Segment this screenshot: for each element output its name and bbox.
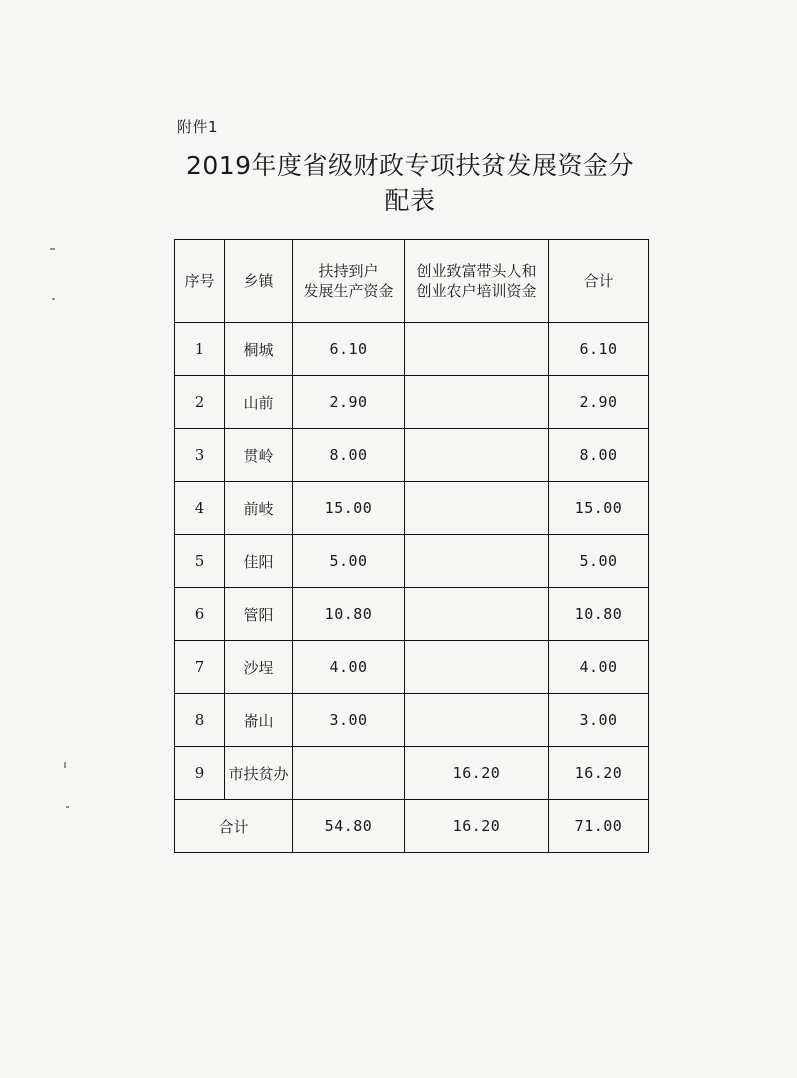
cell-household-production-fund: 2.90 [293,376,405,429]
cell-household-production-fund: 6.10 [293,323,405,376]
table-header-row [175,240,649,323]
cell-town: 贯岭 [225,429,293,482]
table-row [175,588,649,641]
cell-household-production-fund: 8.00 [293,429,405,482]
cell-seq: 1 [175,323,225,376]
table-row [175,694,649,747]
cell-total: 4.00 [549,641,649,694]
cell-entrepreneur-training-fund: 16.20 [405,747,549,800]
scan-speck [52,298,55,300]
cell-seq: 8 [175,694,225,747]
cell-total: 16.20 [549,747,649,800]
cell-seq: 4 [175,482,225,535]
cell-entrepreneur-training-fund [405,535,549,588]
cell-total: 2.90 [549,376,649,429]
cell-town: 管阳 [225,588,293,641]
table-row [175,323,649,376]
cell-total: 6.10 [549,323,649,376]
header-seq: 序号 [175,240,225,323]
fund-allocation-table [174,239,649,853]
summary-entrepreneur-training-fund: 16.20 [405,800,549,853]
table-row [175,376,649,429]
cell-total: 3.00 [549,694,649,747]
cell-seq: 5 [175,535,225,588]
header-entrepreneur-training-fund: 创业致富带头人和 创业农户培训资金 [405,240,549,323]
cell-entrepreneur-training-fund [405,694,549,747]
cell-seq: 7 [175,641,225,694]
cell-household-production-fund [293,747,405,800]
cell-seq: 3 [175,429,225,482]
scan-speck [64,762,66,768]
cell-town: 市扶贫办 [225,747,293,800]
scan-speck [66,806,69,808]
cell-town: 沙埕 [225,641,293,694]
cell-entrepreneur-training-fund [405,323,549,376]
cell-entrepreneur-training-fund [405,588,549,641]
cell-town: 前岐 [225,482,293,535]
cell-household-production-fund: 15.00 [293,482,405,535]
cell-total: 15.00 [549,482,649,535]
table-row [175,747,649,800]
cell-town: 嵛山 [225,694,293,747]
table-row [175,535,649,588]
attachment-label: 附件1 [177,118,219,136]
document-title-line-1: 2019年度省级财政专项扶贫发展资金分 [185,151,635,180]
cell-seq: 9 [175,747,225,800]
cell-town: 桐城 [225,323,293,376]
summary-total: 71.00 [549,800,649,853]
cell-entrepreneur-training-fund [405,376,549,429]
table-row [175,429,649,482]
cell-household-production-fund: 10.80 [293,588,405,641]
header-total: 合计 [549,240,649,323]
cell-total: 5.00 [549,535,649,588]
table-row [175,641,649,694]
cell-town: 山前 [225,376,293,429]
summary-label: 合计 [175,800,293,853]
scan-speck [50,248,55,250]
cell-total: 10.80 [549,588,649,641]
summary-household-production-fund: 54.80 [293,800,405,853]
cell-entrepreneur-training-fund [405,641,549,694]
cell-household-production-fund: 4.00 [293,641,405,694]
cell-seq: 6 [175,588,225,641]
cell-seq: 2 [175,376,225,429]
cell-entrepreneur-training-fund [405,429,549,482]
cell-town: 佳阳 [225,535,293,588]
table-summary-row [175,800,649,853]
cell-entrepreneur-training-fund [405,482,549,535]
header-town: 乡镇 [225,240,293,323]
header-household-production-fund: 扶持到户 发展生产资金 [293,240,405,323]
cell-total: 8.00 [549,429,649,482]
table-row [175,482,649,535]
cell-household-production-fund: 5.00 [293,535,405,588]
cell-household-production-fund: 3.00 [293,694,405,747]
document-title-line-2: 配表 [384,186,436,215]
